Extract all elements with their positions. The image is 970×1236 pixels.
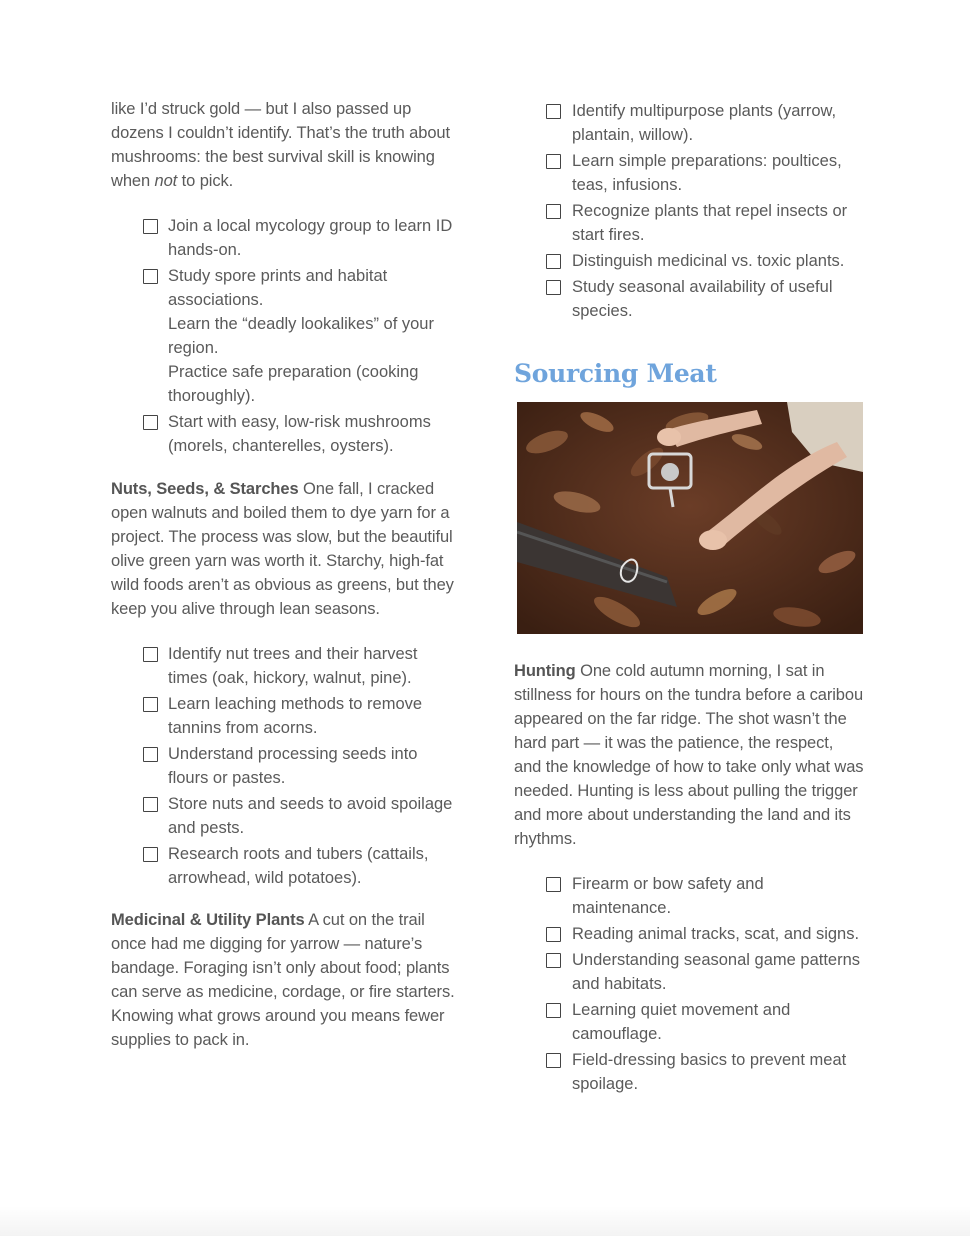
trap-setting-photo bbox=[517, 402, 863, 634]
checklist-item bbox=[111, 742, 461, 790]
checklist-label: Learning quiet movement and camouflage. bbox=[572, 1001, 791, 1043]
section-title-sourcing-meat: Sourcing Meat bbox=[514, 359, 717, 388]
checklist-item bbox=[514, 922, 864, 946]
checkbox-icon[interactable] bbox=[546, 1053, 561, 1068]
checklist-item bbox=[514, 149, 864, 197]
checkbox-icon[interactable] bbox=[143, 747, 158, 762]
intro-text-b: to pick. bbox=[177, 172, 234, 190]
checklist-item bbox=[111, 264, 461, 408]
hunting-heading: Hunting bbox=[514, 662, 576, 680]
checklist-label: Identify nut trees and their harvest times (oak, hickory, walnut, pine). bbox=[168, 645, 418, 687]
nuts-heading: Nuts, Seeds, & Starches bbox=[111, 480, 299, 498]
checkbox-icon[interactable] bbox=[546, 204, 561, 219]
checkbox-icon[interactable] bbox=[143, 697, 158, 712]
checkbox-icon[interactable] bbox=[143, 797, 158, 812]
checkbox-icon[interactable] bbox=[546, 280, 561, 295]
checkbox-icon[interactable] bbox=[546, 927, 561, 942]
checkbox-icon[interactable] bbox=[143, 647, 158, 662]
checkbox-icon[interactable] bbox=[546, 953, 561, 968]
checklist-item bbox=[514, 199, 864, 247]
checkbox-icon[interactable] bbox=[546, 254, 561, 269]
nuts-paragraph bbox=[111, 477, 461, 621]
right-column bbox=[514, 99, 864, 1098]
hunting-checklist bbox=[514, 872, 864, 1096]
checklist-item bbox=[514, 249, 864, 273]
checklist-item bbox=[514, 1048, 864, 1096]
checklist-label: Store nuts and seeds to avoid spoilage and pests. bbox=[168, 795, 453, 837]
checklist-item bbox=[111, 642, 461, 690]
checklist-label: Firearm or bow safety and maintenance. bbox=[572, 875, 764, 917]
checklist-item bbox=[111, 692, 461, 740]
checklist-label: Reading animal tracks, scat, and signs. bbox=[572, 925, 860, 943]
checkbox-icon[interactable] bbox=[143, 269, 158, 284]
intro-emphasis: not bbox=[154, 172, 178, 190]
trap-photo-icon bbox=[517, 402, 863, 634]
checkbox-icon[interactable] bbox=[546, 877, 561, 892]
checklist-label: Recognize plants that repel insects or start fires. bbox=[572, 202, 848, 244]
checklist-item bbox=[111, 842, 461, 890]
hunting-text: One cold autumn morning, I sat in stillness for hours on the tundra before a caribou appeared on the far ridge. The shot wasn’t the hard part — it was the patience, the respect, and the knowledge of how to take only what was needed. Hunting is less about pulling the trigger and more about understanding the land and its rhythms. bbox=[514, 662, 864, 848]
intro-text-a: like I’d struck gold — but I also passed up dozens I couldn’t identify. That’s the truth about mushrooms: the best survival skill is knowing when bbox=[111, 100, 450, 190]
left-column bbox=[111, 97, 461, 1052]
nuts-checklist bbox=[111, 642, 461, 890]
checklist-label: Research roots and tubers (cattails, arrowhead, wild potatoes). bbox=[168, 845, 429, 887]
checklist-label: Study seasonal availability of useful species. bbox=[572, 278, 833, 320]
checklist-item bbox=[111, 792, 461, 840]
checklist-subline: Learn the “deadly lookalikes” of your region. bbox=[168, 315, 434, 357]
page-bottom-edge bbox=[0, 1206, 970, 1236]
checkbox-icon[interactable] bbox=[143, 415, 158, 430]
checklist-label: Start with easy, low-risk mushrooms (morels, chanterelles, oysters). bbox=[168, 413, 431, 455]
checkbox-icon[interactable] bbox=[546, 154, 561, 169]
checklist-label: Field-dressing basics to prevent meat spoilage. bbox=[572, 1051, 847, 1093]
medicinal-checklist bbox=[514, 99, 864, 323]
medicinal-paragraph bbox=[111, 908, 461, 1052]
checklist-label: Identify multipurpose plants (yarrow, plantain, willow). bbox=[572, 102, 837, 144]
checkbox-icon[interactable] bbox=[546, 104, 561, 119]
checkbox-icon[interactable] bbox=[546, 1003, 561, 1018]
medicinal-text: A cut on the trail once had me digging for yarrow — nature’s bandage. Foraging isn’t only about food; plants can serve as medicine, cordage, or fire starters. Knowing what grows around you means fewer supplies to pack in. bbox=[111, 911, 455, 1049]
checklist-item bbox=[514, 275, 864, 323]
nuts-text: One fall, I cracked open walnuts and boiled them to dye yarn for a project. The process was slow, but the beautiful olive green yarn was worth it. Starchy, high-fat wild foods aren’t as obvious as greens, but they keep you alive through lean seasons. bbox=[111, 480, 454, 618]
checkbox-icon[interactable] bbox=[143, 847, 158, 862]
checkbox-icon[interactable] bbox=[143, 219, 158, 234]
checklist-item bbox=[514, 872, 864, 920]
mushroom-intro-paragraph bbox=[111, 97, 461, 193]
checklist-item bbox=[514, 99, 864, 147]
checklist-subline: Practice safe preparation (cooking thoroughly). bbox=[168, 363, 419, 405]
checklist-item bbox=[514, 948, 864, 996]
checklist-label: Learn simple preparations: poultices, teas, infusions. bbox=[572, 152, 842, 194]
checklist-label: Join a local mycology group to learn ID hands-on. bbox=[168, 217, 453, 259]
mushroom-checklist bbox=[111, 214, 461, 458]
checklist-item bbox=[111, 410, 461, 458]
medicinal-heading: Medicinal & Utility Plants bbox=[111, 911, 305, 929]
checklist-item bbox=[111, 214, 461, 262]
checklist-label: Understand processing seeds into flours or pastes. bbox=[168, 745, 418, 787]
checklist-label: Learn leaching methods to remove tannins from acorns. bbox=[168, 695, 423, 737]
checklist-label: Distinguish medicinal vs. toxic plants. bbox=[572, 252, 845, 270]
checklist-label: Understanding seasonal game patterns and habitats. bbox=[572, 951, 861, 993]
checklist-label: Study spore prints and habitat associations. bbox=[168, 267, 388, 309]
checklist-item bbox=[514, 998, 864, 1046]
hunting-paragraph bbox=[514, 659, 864, 851]
